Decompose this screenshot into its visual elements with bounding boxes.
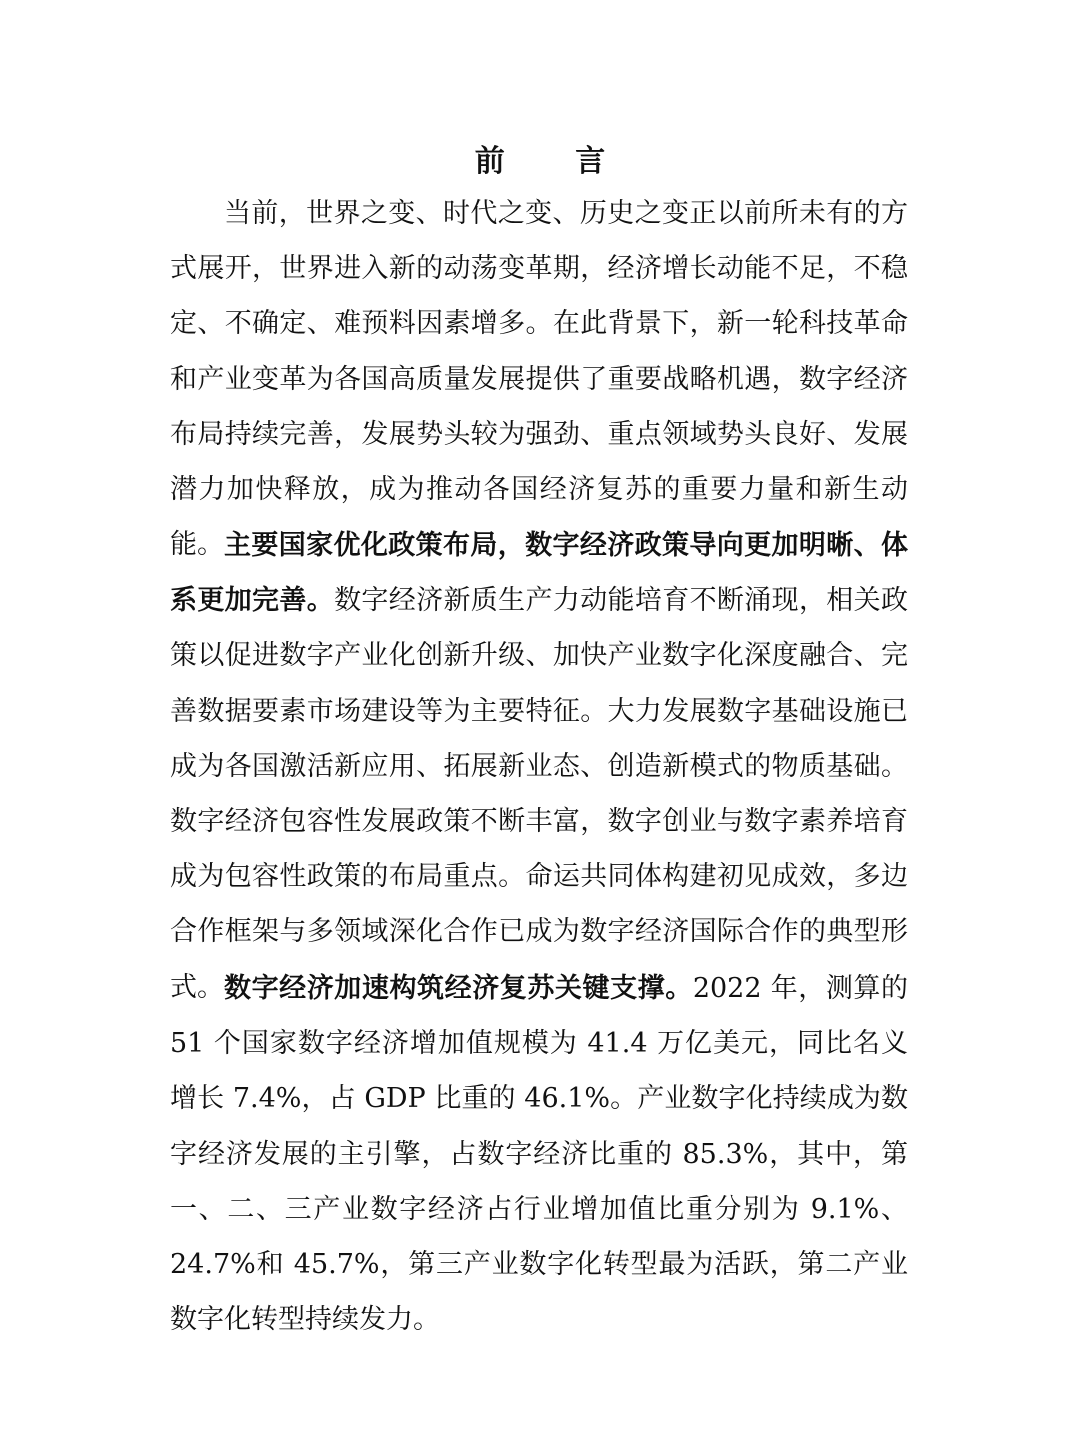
paragraph-3-lead: 数字经济加速构筑经济复苏关键支撑。 <box>224 973 693 1004</box>
paragraph-2 <box>170 518 908 1015</box>
page-title: 前 言 <box>474 144 636 179</box>
paragraph-3 <box>170 961 908 1347</box>
paragraph-1 <box>170 186 908 572</box>
paragraph-2-lead: 主要国家优化政策布局，数字经济政策导向更加明晰、体系更加完善。 <box>170 530 908 617</box>
paragraph-3-text: 2022 年，测算的 51 个国家数字经济增加值规模为 41.4 万亿美元，同比名义增长 7.4%，占 GDP 比重的 46.1%。产业数字化持续成为数字经济发展的主引擎，占数字经济比重的 85.3%，其中，第一、二、三产业数字经济占行业增加值比重分别为 9.1%、24.7%和 45.7%，第三产业数字化转型最为活跃，第二产业数字化转型持续发力。 <box>170 973 909 1336</box>
paragraph-2-text: 数字经济新质生产力动能培育不断涌现，相关政策以促进数字产业化创新升级、加快产业数字化深度融合、完善数据要素市场建设等为主要特征。大力发展数字基础设施已成为各国激活新应用、拓展新业态、创造新模式的物质基础。数字经济包容性发展政策不断丰富，数字创业与数字素养培育成为包容性政策的布局重点。命运共同体构建初见成效，多边合作框架与多领域深化合作已成为数字经济国际合作的典型形式。 <box>170 585 909 1003</box>
paragraph-1-text: 当前，世界之变、时代之变、历史之变正以前所未有的方式展开，世界进入新的动荡变革期，经济增长动能不足，不稳定、不确定、难预料因素增多。在此背景下，新一轮科技革命和产业变革为各国高质量发展提供了重要战略机遇，数字经济布局持续完善，发展势头较为强劲、重点领域势头良好、发展潜力加快释放，成为推动各国经济复苏的重要力量和新生动能。 <box>170 198 908 561</box>
